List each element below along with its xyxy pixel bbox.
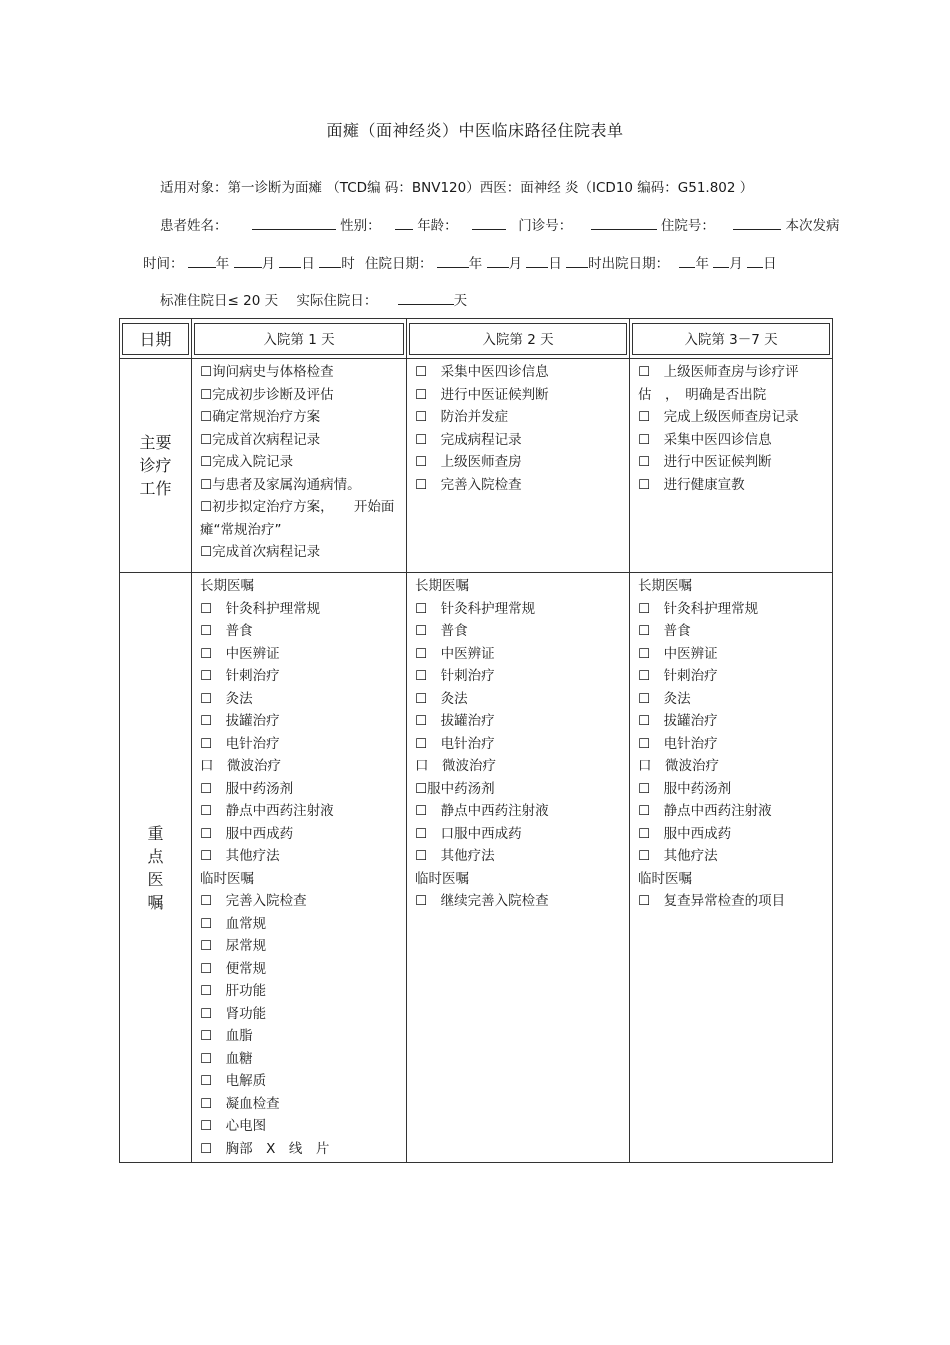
onset-year-field[interactable]: [188, 253, 216, 268]
date-header-cell: [120, 319, 192, 359]
admit-day-field[interactable]: [526, 253, 548, 268]
orders-day3-7-list: [630, 573, 832, 915]
checklist-item[interactable]: 口 微波治疗: [415, 758, 496, 774]
day1-header: 入院第 1 天: [194, 323, 404, 355]
section-heading: 长期医嘱: [200, 578, 254, 594]
standard-stay: 标准住院日≤ 20 天: [160, 293, 279, 309]
checklist-item[interactable]: ☐ 拔罐治疗: [638, 713, 718, 729]
main-work-row: [120, 359, 833, 573]
main-work-label: [120, 359, 192, 573]
checklist-item[interactable]: ☐ 便常规: [200, 960, 267, 977]
section-heading: 长期医嘱: [415, 578, 469, 594]
orders-label: [120, 573, 192, 1163]
checklist-item[interactable]: ☐ 灸法: [200, 690, 253, 707]
checklist-item[interactable]: ☐ 其他疗法: [415, 848, 495, 864]
month-label: 月: [508, 256, 523, 272]
checklist-item[interactable]: ☐ 拔罐治疗: [200, 713, 280, 729]
checklist-item[interactable]: ☐ 上级医师查房: [415, 454, 522, 470]
main-work-day1: [192, 359, 407, 573]
age-field[interactable]: [472, 215, 506, 230]
day-label: 日: [763, 256, 777, 272]
day3-7-header: 入院第 3－7 天: [632, 323, 830, 355]
checklist-item[interactable]: ☐ 中医辨证: [415, 645, 495, 662]
checklist-item[interactable]: ☐完成首次病程记录: [200, 431, 321, 448]
age-label: 年龄：: [417, 218, 458, 234]
discharge-year-field[interactable]: [679, 253, 695, 268]
date-label: 日期: [122, 323, 189, 355]
actual-stay-field[interactable]: [398, 290, 454, 305]
checklist-item[interactable]: ☐ 口服中西成药: [415, 825, 522, 842]
checklist-item[interactable]: ☐ 血脂: [200, 1028, 253, 1044]
checklist-item[interactable]: 口 微波治疗: [638, 758, 719, 774]
checklist-item[interactable]: ☐ 尿常规: [200, 938, 267, 954]
time-label: 时间：: [143, 256, 184, 272]
checklist-item[interactable]: ☐ 其他疗法: [200, 848, 280, 864]
checklist-item[interactable]: ☐ 防治并发症: [415, 409, 509, 425]
main-work-day2-list: [407, 359, 629, 498]
checklist-item[interactable]: ☐ 普食: [638, 623, 691, 639]
checklist-item[interactable]: ☐ 电针治疗: [638, 735, 718, 752]
patient-info-line: [160, 214, 839, 234]
day2-header-cell: [407, 319, 630, 359]
checklist-item[interactable]: ☐ 针灸科护理常规: [638, 600, 759, 617]
discharge-day-field[interactable]: [747, 253, 763, 268]
stay-info-line: [160, 289, 467, 309]
admit-hour-field[interactable]: [566, 253, 588, 268]
days-label: 天: [453, 293, 468, 309]
checklist-item[interactable]: ☐ 服中药汤剂: [200, 780, 294, 797]
checklist-item[interactable]: ☐ 中医辨证: [200, 645, 280, 662]
checklist-item[interactable]: ☐完成首次病程记录: [200, 544, 321, 560]
checklist-item[interactable]: ☐ 服中药汤剂: [638, 780, 732, 797]
discharge-month-field[interactable]: [713, 253, 729, 268]
orders-label-text: 重 点 医 嘱: [147, 823, 164, 912]
month-label: 月: [261, 256, 276, 272]
checklist-item[interactable]: ☐ 灸法: [638, 690, 691, 707]
checklist-item[interactable]: ☐ 心电图: [200, 1118, 267, 1134]
sex-field[interactable]: [395, 215, 413, 230]
year-label: 年: [215, 256, 230, 272]
checklist-item[interactable]: ☐ 完善入院检查: [415, 476, 522, 493]
checklist-item[interactable]: ☐ 完成病程记录: [415, 431, 522, 448]
section-heading: 临时医嘱: [200, 870, 254, 887]
checklist-item[interactable]: ☐ 血糖: [200, 1050, 253, 1067]
checklist-item[interactable]: ☐ 进行中医证候判断: [415, 386, 549, 403]
checklist-item[interactable]: ☐ 针刺治疗: [638, 668, 718, 684]
day-label: 日: [548, 256, 562, 272]
checklist-item[interactable]: ☐ 电针治疗: [415, 735, 495, 752]
main-work-day3-7: [630, 359, 833, 573]
clinic-label: 门诊号：: [518, 218, 573, 234]
orders-day1-list: [192, 573, 406, 1162]
checklist-item[interactable]: ☐ 普食: [200, 623, 253, 639]
checklist-item[interactable]: 口 微波治疗: [200, 758, 281, 774]
checklist-item[interactable]: ☐ 拔罐治疗: [415, 713, 495, 729]
checklist-item[interactable]: ☐ 其他疗法: [638, 848, 718, 864]
orders-day1: [192, 573, 407, 1163]
actual-stay-label: 实际住院日：: [296, 293, 378, 309]
checklist-item[interactable]: ☐ 进行健康宣教: [638, 476, 745, 493]
checklist-item[interactable]: ☐ 静点中西药注射液: [415, 803, 549, 819]
checklist-item[interactable]: ☐ 静点中西药注射液: [200, 803, 334, 819]
clinic-number-field[interactable]: [591, 215, 657, 230]
orders-day2: [407, 573, 630, 1163]
checklist-item[interactable]: ☐ 采集中医四诊信息: [415, 364, 549, 380]
checklist-item[interactable]: ☐ 肾功能: [200, 1005, 267, 1022]
checklist-item[interactable]: ☐ 凝血检查: [200, 1095, 280, 1112]
checklist-item[interactable]: ☐ 电解质: [200, 1073, 267, 1089]
checklist-item[interactable]: ☐ 针灸科护理常规: [200, 600, 321, 617]
main-work-day3-7-list: [630, 359, 832, 498]
checklist-item[interactable]: ☐ 复查异常检查的项目: [638, 893, 786, 909]
section-heading: 临时医嘱: [638, 870, 692, 887]
applicable-target: 适用对象：第一诊断为面瘫 （TCD编 码：BNV120）西医：面神经 炎（ICD10 编码：G51.802 ）: [160, 180, 754, 196]
orders-day2-list: [407, 573, 629, 915]
checklist-item[interactable]: ☐ 上级医师查房与诊疗评估 ， 明确是否出院: [638, 364, 799, 403]
name-field[interactable]: [252, 215, 336, 230]
checklist-item[interactable]: ☐ 进行中医证候判断: [638, 454, 772, 470]
main-work-label-text: 主要 诊疗 工作: [139, 433, 172, 498]
hour-label: 时: [341, 256, 355, 272]
checklist-item[interactable]: ☐ 继续完善入院检查: [415, 893, 549, 909]
checklist-item[interactable]: ☐ 针灸科护理常规: [415, 600, 536, 617]
checklist-item[interactable]: ☐ 普食: [415, 623, 468, 639]
admit-month-field[interactable]: [487, 253, 509, 268]
checklist-item[interactable]: ☐ 完成上级医师查房记录: [638, 409, 799, 425]
onset-label: 本次发病: [785, 218, 840, 234]
header-row: [120, 319, 833, 359]
checklist-item[interactable]: ☐确定常规治疗方案: [200, 409, 321, 425]
day2-header: 入院第 2 天: [409, 323, 627, 355]
checklist-item[interactable]: ☐ 针刺治疗: [415, 668, 495, 684]
date-info-line: [143, 252, 777, 272]
orders-day3-7: [630, 573, 833, 1163]
orders-row: [120, 573, 833, 1163]
name-label: 患者姓名：: [160, 218, 228, 234]
year-label: 年: [695, 256, 709, 272]
checklist-item[interactable]: ☐ 服中西成药: [638, 825, 732, 842]
section-heading: 临时医嘱: [415, 870, 469, 887]
onset-month-field[interactable]: [234, 253, 262, 268]
checklist-item[interactable]: ☐完成初步诊断及评估: [200, 386, 334, 403]
day-label: 日: [301, 256, 315, 272]
onset-hour-field[interactable]: [319, 253, 341, 268]
admit-year-field[interactable]: [437, 253, 469, 268]
checklist-item[interactable]: ☐ 胸部 X 线 片: [200, 1140, 330, 1157]
discharge-label: 时出院日期：: [588, 256, 670, 272]
inpatient-number-field[interactable]: [733, 215, 781, 230]
section-heading: 长期医嘱: [638, 578, 692, 594]
inpatient-label: 住院号：: [660, 218, 715, 234]
checklist-item[interactable]: ☐与患者及家属沟通病情。: [200, 476, 361, 493]
sex-label: 性别：: [340, 218, 381, 234]
year-label: 年: [468, 256, 483, 272]
checklist-item[interactable]: ☐ 完善入院检查: [200, 893, 307, 909]
main-work-day2: [407, 359, 630, 573]
checklist-item[interactable]: ☐ 血常规: [200, 915, 267, 932]
form-title: 面瘫（面神经炎）中医临床路径住院表单: [326, 121, 624, 140]
onset-day-field[interactable]: [279, 253, 301, 268]
day1-header-cell: [192, 319, 407, 359]
month-label: 月: [729, 256, 743, 272]
admit-label: 住院日期：: [364, 256, 433, 272]
checklist-item[interactable]: ☐询问病史与体格检查: [200, 364, 334, 380]
checklist-item[interactable]: ☐ 中医辨证: [638, 645, 718, 662]
checklist-item[interactable]: ☐ 灸法: [415, 690, 468, 707]
checklist-item[interactable]: ☐ 针刺治疗: [200, 668, 280, 684]
checklist-item[interactable]: ☐ 服中西成药: [200, 825, 294, 842]
checklist-item[interactable]: ☐ 肝功能: [200, 983, 267, 999]
checklist-item[interactable]: ☐初步拟定治疗方案， 开始面瘫“常规治疗”: [200, 499, 395, 538]
checklist-item[interactable]: ☐服中药汤剂: [415, 780, 495, 797]
day3-7-header-cell: [630, 319, 833, 359]
main-work-day1-list: [192, 359, 406, 566]
checklist-item[interactable]: ☐完成入院记录: [200, 454, 294, 470]
checklist-item[interactable]: ☐ 电针治疗: [200, 735, 280, 752]
checklist-item[interactable]: ☐ 采集中医四诊信息: [638, 431, 772, 448]
checklist-item[interactable]: ☐ 静点中西药注射液: [638, 803, 772, 819]
clinical-pathway-table: [119, 318, 833, 1163]
